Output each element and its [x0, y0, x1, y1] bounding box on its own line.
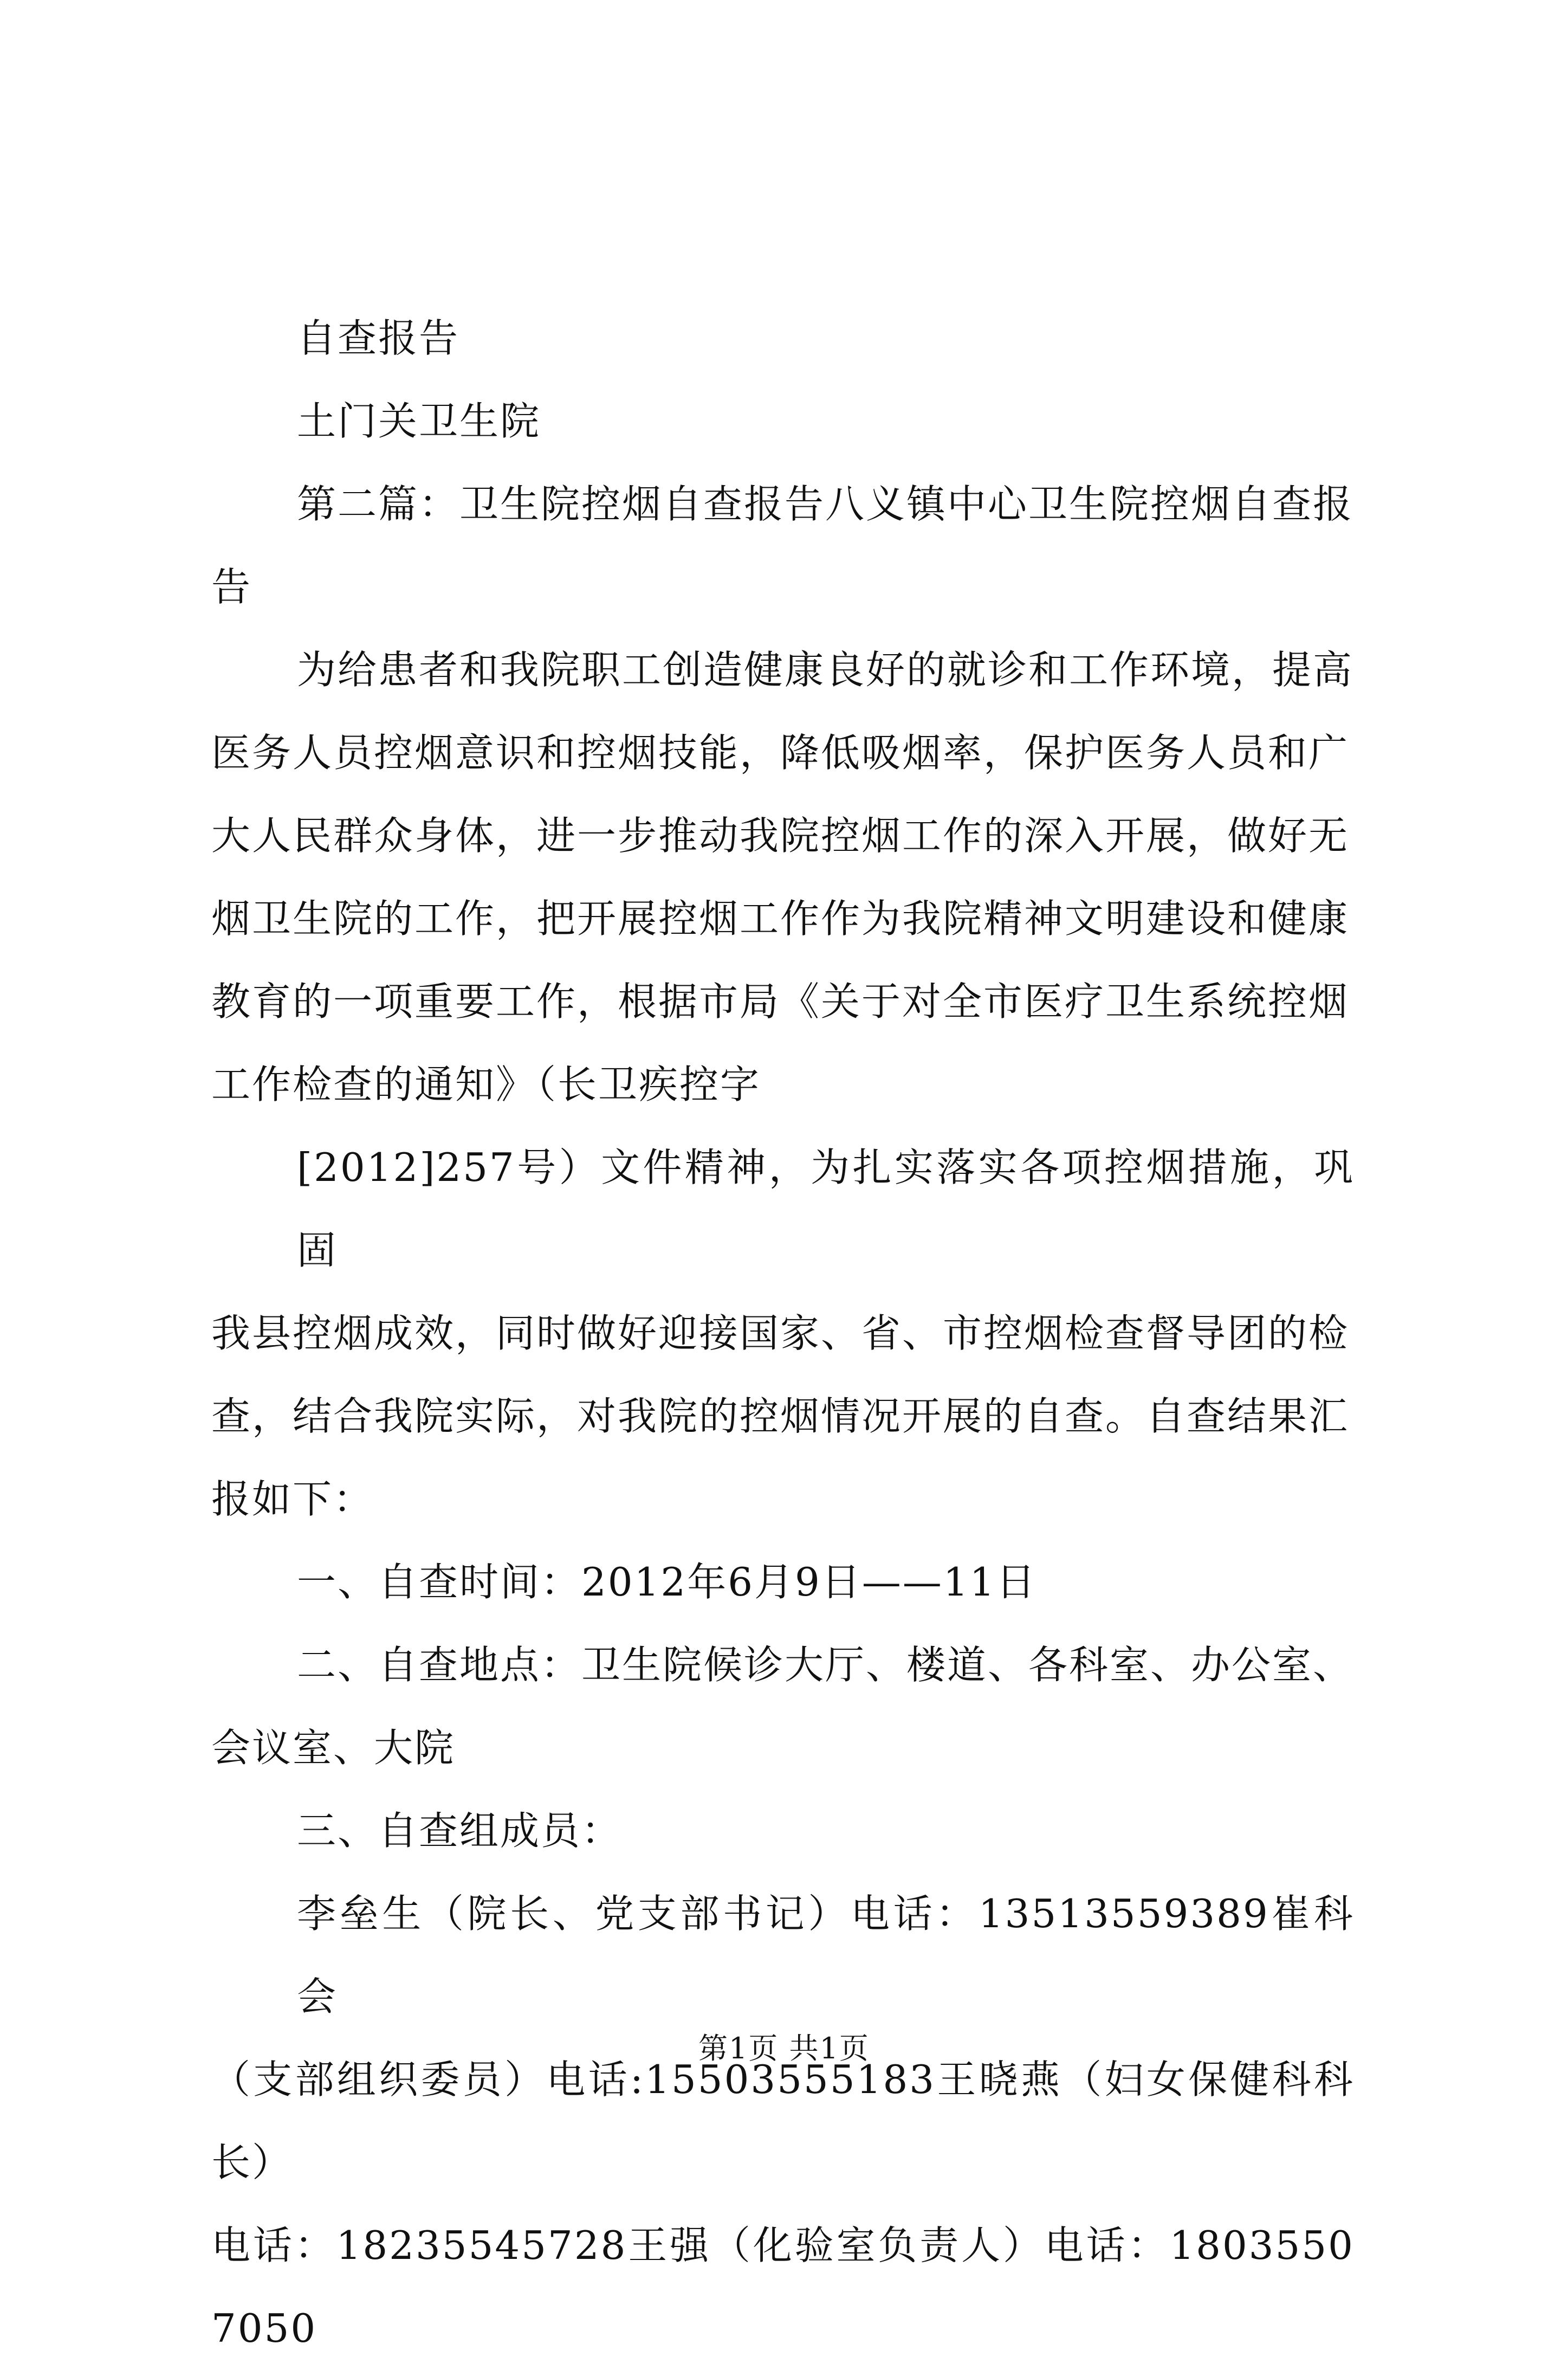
doc-line: 查，结合我院实际，对我院的控烟情况开展的自查。自查结果汇 — [211, 1393, 1350, 1439]
doc-line: 三、自查组成员： — [297, 1808, 623, 1854]
doc-line: 医务人员控烟意识和控烟技能，降低吸烟率，保护医务人员和广 — [211, 730, 1350, 776]
doc-line: 工作检查的通知》（长卫疾控字 — [211, 1062, 761, 1107]
doc-line: 第二篇：卫生院控烟自查报告八义镇中心卫生院控烟自查报 — [297, 481, 1354, 527]
doc-line: [2012]257号）文件精神，为扎实落实各项控烟措施，巩固 — [297, 1145, 1355, 1273]
doc-line: 李垒生（院长、党支部书记）电话：13513559389崔科会 — [297, 1891, 1355, 2019]
page-footer — [0, 2027, 1568, 2070]
page-number-label: 第1页 共1页 — [698, 2031, 870, 2065]
doc-line: 大人民群众身体，进一步推动我院控烟工作的深入开展，做好无 — [211, 813, 1350, 858]
doc-line: 一、自查时间：2012年6月9日——11日 — [297, 1559, 1037, 1605]
doc-line: 自查报告 — [297, 315, 460, 361]
doc-line: 土门关卫生院 — [297, 398, 541, 444]
doc-line: 二、自查地点：卫生院候诊大厅、楼道、各科室、办公室、 — [297, 1642, 1354, 1688]
doc-line: 为给患者和我院职工创造健康良好的就诊和工作环境，提高 — [297, 647, 1354, 693]
doc-line: 烟卫生院的工作，把开展控烟工作作为我院精神文明建设和健康 — [211, 896, 1350, 941]
doc-line: 教育的一项重要工作，根据市局《关于对全市医疗卫生系统控烟 — [211, 979, 1350, 1024]
doc-line: 我县控烟成效，同时做好迎接国家、省、市控烟检查督导团的检 — [211, 1310, 1350, 1356]
doc-line: 报如下： — [211, 1476, 374, 1522]
doc-line: 电话：18235545728王强（化验室负责人）电话：18035507050 — [211, 2223, 1355, 2351]
doc-line: （支部组织委员）电话:15503555183王晓燕（妇女保健科科长） — [211, 2057, 1355, 2185]
doc-line: 告 — [211, 564, 252, 610]
doc-line: 会议室、大院 — [211, 1725, 456, 1771]
